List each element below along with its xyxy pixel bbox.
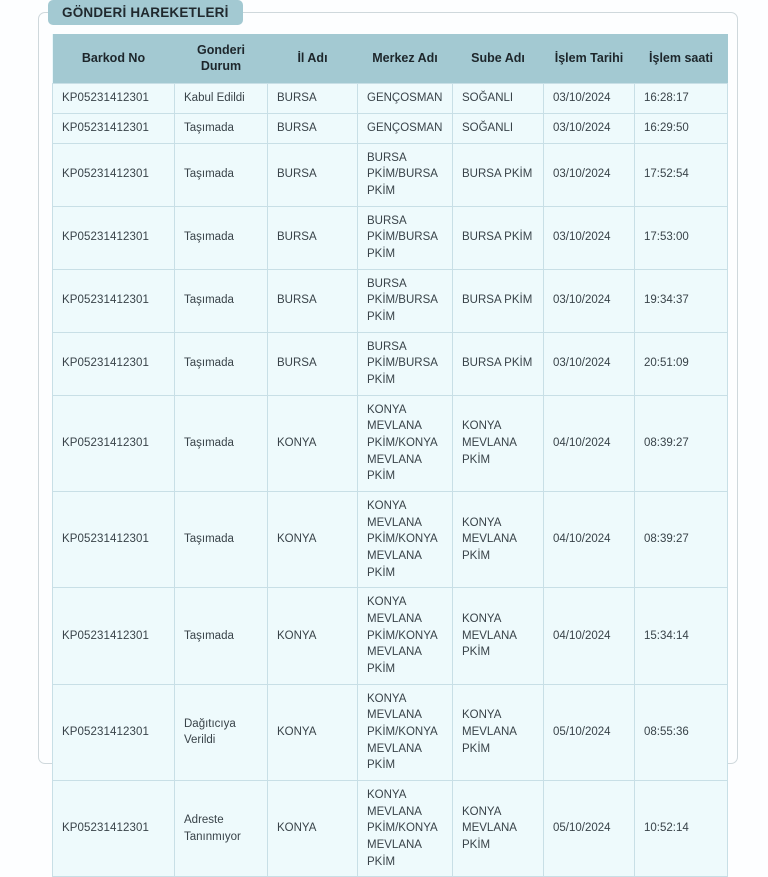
cell-sube: BURSA PKİM bbox=[453, 332, 544, 395]
cell-barkod: KP05231412301 bbox=[53, 781, 175, 877]
cell-sube: KONYA MEVLANA PKİM bbox=[453, 684, 544, 780]
cell-durum: Dağıtıcıya Verildi bbox=[175, 684, 268, 780]
cell-saat: 10:52:14 bbox=[635, 781, 728, 877]
table-row bbox=[53, 113, 728, 143]
table-row bbox=[53, 588, 728, 684]
cell-tarih: 03/10/2024 bbox=[544, 113, 635, 143]
cell-il: KONYA bbox=[268, 395, 358, 491]
cell-tarih: 04/10/2024 bbox=[544, 395, 635, 491]
cell-barkod: KP05231412301 bbox=[53, 84, 175, 114]
table-row bbox=[53, 269, 728, 332]
cell-barkod: KP05231412301 bbox=[53, 492, 175, 588]
cell-tarih: 03/10/2024 bbox=[544, 84, 635, 114]
cell-il: BURSA bbox=[268, 143, 358, 206]
table-row bbox=[53, 332, 728, 395]
cell-durum: Taşımada bbox=[175, 269, 268, 332]
cell-saat: 19:34:37 bbox=[635, 269, 728, 332]
cell-saat: 08:39:27 bbox=[635, 492, 728, 588]
cell-merkez: KONYA MEVLANA PKİM/KONYA MEVLANA PKİM bbox=[358, 492, 453, 588]
cell-merkez: KONYA MEVLANA PKİM/KONYA MEVLANA PKİM bbox=[358, 684, 453, 780]
cell-il: BURSA bbox=[268, 332, 358, 395]
cell-barkod: KP05231412301 bbox=[53, 143, 175, 206]
cell-barkod: KP05231412301 bbox=[53, 332, 175, 395]
cell-merkez: BURSA PKİM/BURSA PKİM bbox=[358, 332, 453, 395]
column-header-tarih: İşlem Tarihi bbox=[544, 34, 635, 84]
table-row bbox=[53, 684, 728, 780]
cell-sube: KONYA MEVLANA PKİM bbox=[453, 781, 544, 877]
cell-merkez: KONYA MEVLANA PKİM/KONYA MEVLANA PKİM bbox=[358, 781, 453, 877]
cell-barkod: KP05231412301 bbox=[53, 113, 175, 143]
cell-sube: KONYA MEVLANA PKİM bbox=[453, 588, 544, 684]
cell-saat: 17:53:00 bbox=[635, 206, 728, 269]
column-header-saat: İşlem saati bbox=[635, 34, 728, 84]
cell-sube: SOĞANLI bbox=[453, 84, 544, 114]
cell-tarih: 05/10/2024 bbox=[544, 781, 635, 877]
cell-barkod: KP05231412301 bbox=[53, 684, 175, 780]
cell-merkez: BURSA PKİM/BURSA PKİM bbox=[358, 143, 453, 206]
table-row bbox=[53, 781, 728, 877]
movements-table-container bbox=[52, 34, 727, 877]
cell-saat: 17:52:54 bbox=[635, 143, 728, 206]
cell-il: KONYA bbox=[268, 684, 358, 780]
column-header-sube: Sube Adı bbox=[453, 34, 544, 84]
cell-sube: BURSA PKİM bbox=[453, 143, 544, 206]
cell-il: BURSA bbox=[268, 269, 358, 332]
cell-merkez: KONYA MEVLANA PKİM/KONYA MEVLANA PKİM bbox=[358, 395, 453, 491]
cell-durum: Taşımada bbox=[175, 588, 268, 684]
cell-durum: Taşımada bbox=[175, 143, 268, 206]
cell-sube: KONYA MEVLANA PKİM bbox=[453, 395, 544, 491]
cell-barkod: KP05231412301 bbox=[53, 269, 175, 332]
cell-il: KONYA bbox=[268, 781, 358, 877]
cell-barkod: KP05231412301 bbox=[53, 395, 175, 491]
cell-tarih: 03/10/2024 bbox=[544, 332, 635, 395]
movements-table-body bbox=[53, 84, 728, 877]
column-header-barkod: Barkod No bbox=[53, 34, 175, 84]
table-row bbox=[53, 143, 728, 206]
cell-merkez: KONYA MEVLANA PKİM/KONYA MEVLANA PKİM bbox=[358, 588, 453, 684]
panel-legend-title: GÖNDERİ HAREKETLERİ bbox=[48, 0, 243, 25]
cell-il: BURSA bbox=[268, 206, 358, 269]
cell-durum: Kabul Edildi bbox=[175, 84, 268, 114]
cell-sube: SOĞANLI bbox=[453, 113, 544, 143]
cell-sube: BURSA PKİM bbox=[453, 206, 544, 269]
movements-table bbox=[52, 34, 728, 877]
cell-tarih: 03/10/2024 bbox=[544, 143, 635, 206]
cell-barkod: KP05231412301 bbox=[53, 588, 175, 684]
cell-durum: Adreste Tanınmıyor bbox=[175, 781, 268, 877]
cell-durum: Taşımada bbox=[175, 332, 268, 395]
cell-tarih: 03/10/2024 bbox=[544, 206, 635, 269]
cell-saat: 16:28:17 bbox=[635, 84, 728, 114]
cell-il: BURSA bbox=[268, 84, 358, 114]
cell-saat: 15:34:14 bbox=[635, 588, 728, 684]
column-header-merkez: Merkez Adı bbox=[358, 34, 453, 84]
cell-tarih: 04/10/2024 bbox=[544, 492, 635, 588]
cell-saat: 08:55:36 bbox=[635, 684, 728, 780]
table-row bbox=[53, 84, 728, 114]
cell-durum: Taşımada bbox=[175, 206, 268, 269]
cell-merkez: GENÇOSMAN bbox=[358, 113, 453, 143]
column-header-durum: Gonderi Durum bbox=[175, 34, 268, 84]
cell-merkez: BURSA PKİM/BURSA PKİM bbox=[358, 206, 453, 269]
cell-merkez: BURSA PKİM/BURSA PKİM bbox=[358, 269, 453, 332]
table-row bbox=[53, 206, 728, 269]
cell-merkez: GENÇOSMAN bbox=[358, 84, 453, 114]
cell-saat: 08:39:27 bbox=[635, 395, 728, 491]
table-row bbox=[53, 492, 728, 588]
cell-saat: 20:51:09 bbox=[635, 332, 728, 395]
cell-tarih: 05/10/2024 bbox=[544, 684, 635, 780]
cell-il: BURSA bbox=[268, 113, 358, 143]
cell-tarih: 04/10/2024 bbox=[544, 588, 635, 684]
cell-saat: 16:29:50 bbox=[635, 113, 728, 143]
movements-table-head bbox=[53, 34, 728, 84]
cell-sube: KONYA MEVLANA PKİM bbox=[453, 492, 544, 588]
cell-il: KONYA bbox=[268, 588, 358, 684]
cell-tarih: 03/10/2024 bbox=[544, 269, 635, 332]
cell-durum: Taşımada bbox=[175, 492, 268, 588]
cell-sube: BURSA PKİM bbox=[453, 269, 544, 332]
cell-durum: Taşımada bbox=[175, 113, 268, 143]
cell-durum: Taşımada bbox=[175, 395, 268, 491]
cell-il: KONYA bbox=[268, 492, 358, 588]
table-header-row bbox=[53, 34, 728, 84]
column-header-il: İl Adı bbox=[268, 34, 358, 84]
table-row bbox=[53, 395, 728, 491]
cell-barkod: KP05231412301 bbox=[53, 206, 175, 269]
